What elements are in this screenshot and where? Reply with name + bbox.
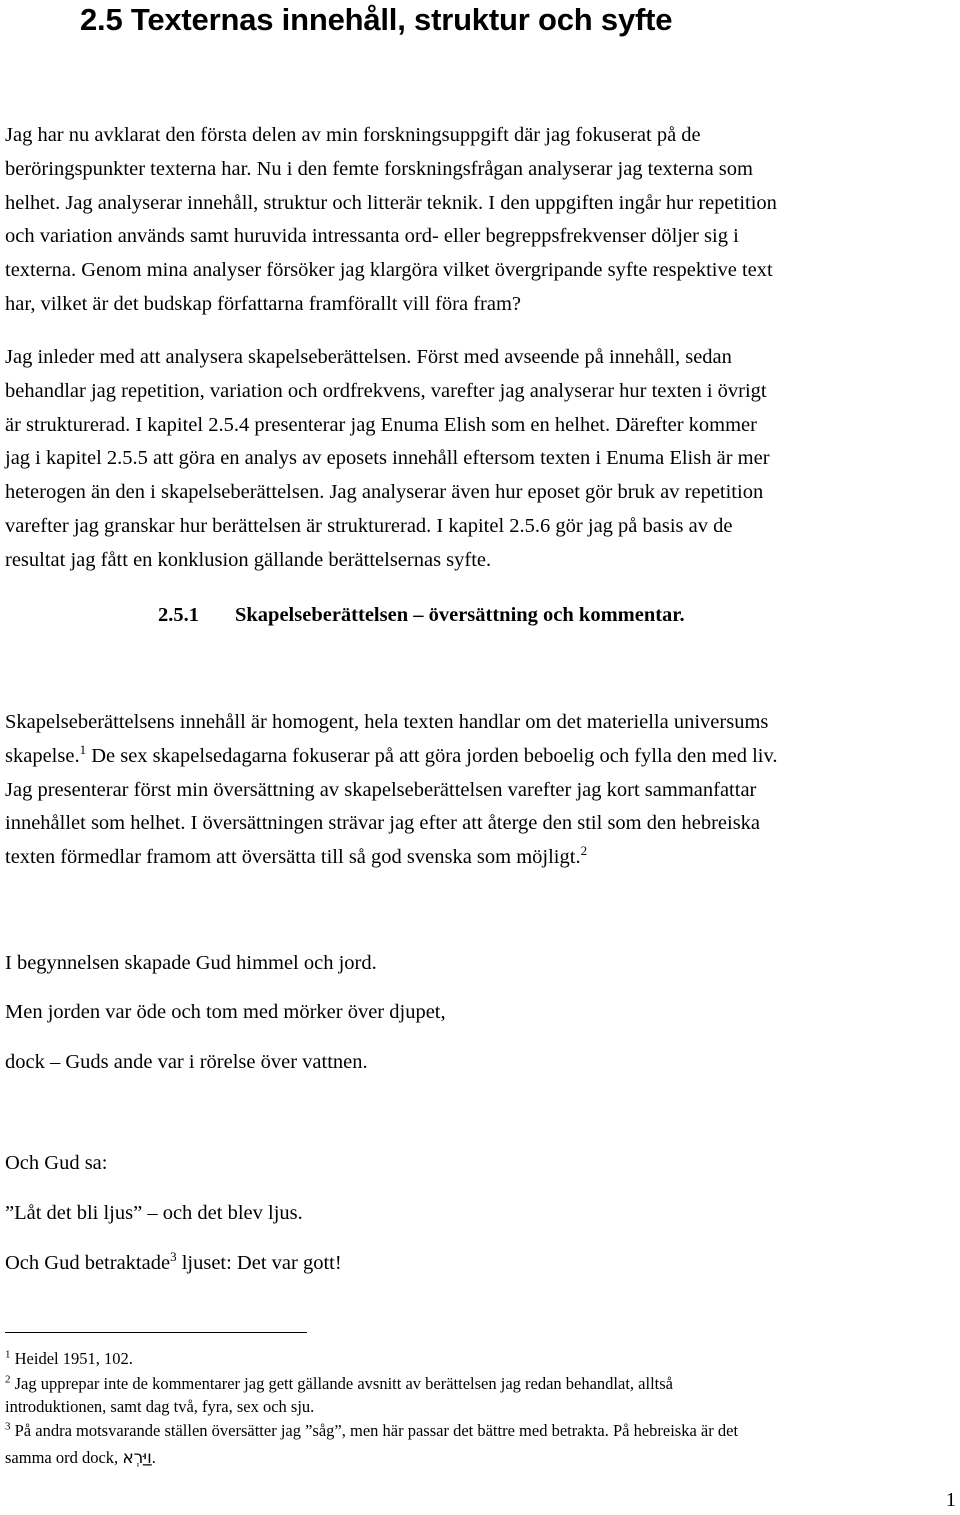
text-run: skapelse.: [5, 744, 80, 767]
intro-line: beröringspunkter texterna har. Nu i den femte forskningsfrågan analyserar jag texterna som: [5, 157, 753, 180]
section-subheading: [158, 600, 685, 630]
second-paragraph: [5, 341, 957, 578]
translation-line-5: ”Låt det bli ljus” – och det blev ljus.: [5, 1202, 303, 1224]
footnote-text: Jag upprepar inte de kommentarer jag gett gällande avsnitt av berättelsen jag redan behandlat, alltså: [10, 1374, 673, 1393]
footnote-number: 1: [5, 1348, 11, 1361]
footnote-1: [5, 1348, 133, 1370]
footnote-ref-3[interactable]: 3: [170, 1249, 177, 1265]
footnote-3: [5, 1420, 738, 1442]
third-paragraph-line: Skapelseberättelsens innehåll är homogent, hela texten handlar om det materiella universums: [5, 711, 769, 733]
footnote-text: Heidel 1951, 102.: [10, 1349, 133, 1368]
translation-line-6: [5, 1248, 342, 1278]
intro-line: helhet. Jag analyserar innehåll, struktur och litterär teknik. I den uppgiften ingår hur repetition: [5, 191, 777, 214]
text-run: texten förmedlar framom att översätta till så god svenska som möjligt.: [5, 846, 581, 869]
translation-line-3: dock – Guds ande var i rörelse över vattnen.: [5, 1051, 368, 1073]
footnote-ref-2[interactable]: 2: [580, 843, 588, 859]
footnote-2: [5, 1373, 673, 1395]
third-paragraph: [5, 706, 957, 875]
third-paragraph-line: innehållet som helhet. I översättningen strävar jag efter att återge den stil som den hebreiska: [5, 812, 761, 835]
text-run: ljuset: Det var gott!: [176, 1252, 342, 1274]
second-paragraph-line: Jag inleder med att analysera skapelseberättelsen. Först med avseende på innehåll, sedan: [5, 346, 732, 368]
intro-line: och variation används samt huruvida intressanta ord- eller begreppsfrekvenser döljer sig i: [5, 225, 739, 248]
third-paragraph-line: [5, 841, 957, 875]
section-number: 2.5.1: [158, 604, 199, 626]
intro-line: Jag har nu avklarat den första delen av min forskningsuppgift där jag fokuserat på de: [5, 124, 701, 146]
footnote-number: 2: [5, 1373, 11, 1386]
intro-line: texterna. Genom mina analyser försöker jag klargöra vilket övergripande syfte respektive text: [5, 259, 773, 282]
footnote-2-continued: introduktionen, samt dag två, fyra, sex och sju.: [5, 1397, 315, 1416]
footnote-3-continued: [5, 1447, 156, 1469]
third-paragraph-line: [5, 740, 957, 774]
footnote-text: samma ord dock,: [5, 1448, 123, 1467]
translation-line-1: I begynnelsen skapade Gud himmel och jord.: [5, 952, 377, 974]
intro-paragraph: [5, 119, 957, 322]
footnote-text: .: [151, 1448, 156, 1467]
footnote-number: 3: [5, 1420, 11, 1433]
third-paragraph-line: Jag presenterar först min översättning av skapelseberättelsen varefter jag kort sammanfattar: [5, 778, 757, 801]
page-heading: 2.5 Texternas innehåll, struktur och syfte: [80, 2, 673, 37]
footnote-ref-1[interactable]: 1: [79, 741, 87, 757]
second-paragraph-line: jag i kapitel 2.5.5 att göra en analys av eposets innehåll eftersom texten i Enuma Elish är mer: [5, 447, 770, 470]
translation-line-4: Och Gud sa:: [5, 1152, 108, 1174]
translation-line-2: Men jorden var öde och tom med mörker över djupet,: [5, 1001, 446, 1023]
intro-line: har, vilket är det budskap författarna framförallt vill föra fram?: [5, 292, 522, 315]
second-paragraph-line: behandlar jag repetition, variation och ordfrekvens, varefter jag analyserar hur texten i övrigt: [5, 379, 767, 402]
second-paragraph-line: resultat jag fått en konklusion gällande berättelsernas syfte.: [5, 548, 492, 571]
hebrew-word: וַיַּרְא: [122, 1448, 152, 1468]
footnote-text: På andra motsvarande ställen översätter jag ”såg”, men här passar det bättre med betrakta. På hebreiska är det: [10, 1421, 739, 1440]
second-paragraph-line: heterogen än den i skapelseberättelsen. Jag analyserar även hur eposet gör bruk av repetition: [5, 481, 764, 504]
second-paragraph-line: är strukturerad. I kapitel 2.5.4 presenterar jag Enuma Elish som en helhet. Därefter kommer: [5, 413, 757, 436]
text-run: Och Gud betraktade: [5, 1252, 171, 1274]
page-number: 1: [945, 1489, 956, 1511]
footnote-separator: [5, 1332, 307, 1333]
second-paragraph-line: varefter jag granskar hur berättelsen är strukturerad. I kapitel 2.5.6 gör jag på basis av de: [5, 514, 733, 537]
text-run: De sex skapelsedagarna fokuserar på att göra jorden beboelig och fylla den med liv.: [86, 744, 778, 767]
section-title: Skapelseberättelsen – översättning och kommentar.: [235, 604, 685, 626]
